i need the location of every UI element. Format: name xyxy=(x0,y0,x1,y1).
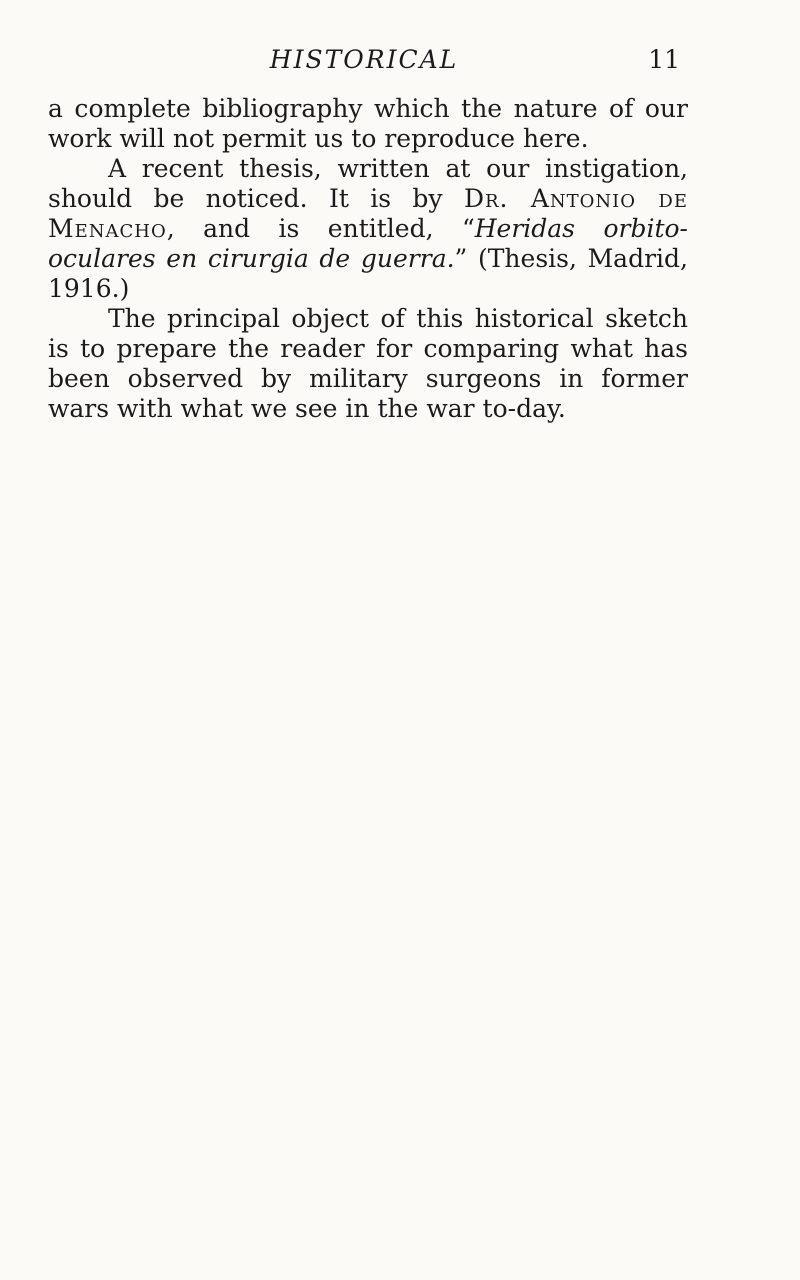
author-name: Dr. Antonio de Menacho xyxy=(48,184,688,243)
paragraph-continuation: a complete bibliography which the nature of our work will not permit us to reproduce here. xyxy=(48,94,688,153)
page-header xyxy=(48,40,680,80)
page-number: 11 xyxy=(648,45,680,74)
paragraph-thesis xyxy=(48,154,688,304)
thesis-text-part2: , and is entitled, “ xyxy=(166,214,475,243)
body-text xyxy=(48,94,688,424)
thesis-text-part1: A recent thesis, written at our instigation, should be noticed. It is by xyxy=(48,154,688,213)
thesis-title: Heridas orbito-oculares en cirurgia de guerra. xyxy=(48,214,688,273)
paragraph-purpose: The principal object of this historical sketch is to prepare the reader for comparing what has been observed by military surgeons in former wars with what we see in the war to-day. xyxy=(48,304,688,423)
thesis-text-part3: ” (Thesis, Madrid, 1916.) xyxy=(48,244,688,303)
running-title: HISTORICAL xyxy=(269,45,459,74)
